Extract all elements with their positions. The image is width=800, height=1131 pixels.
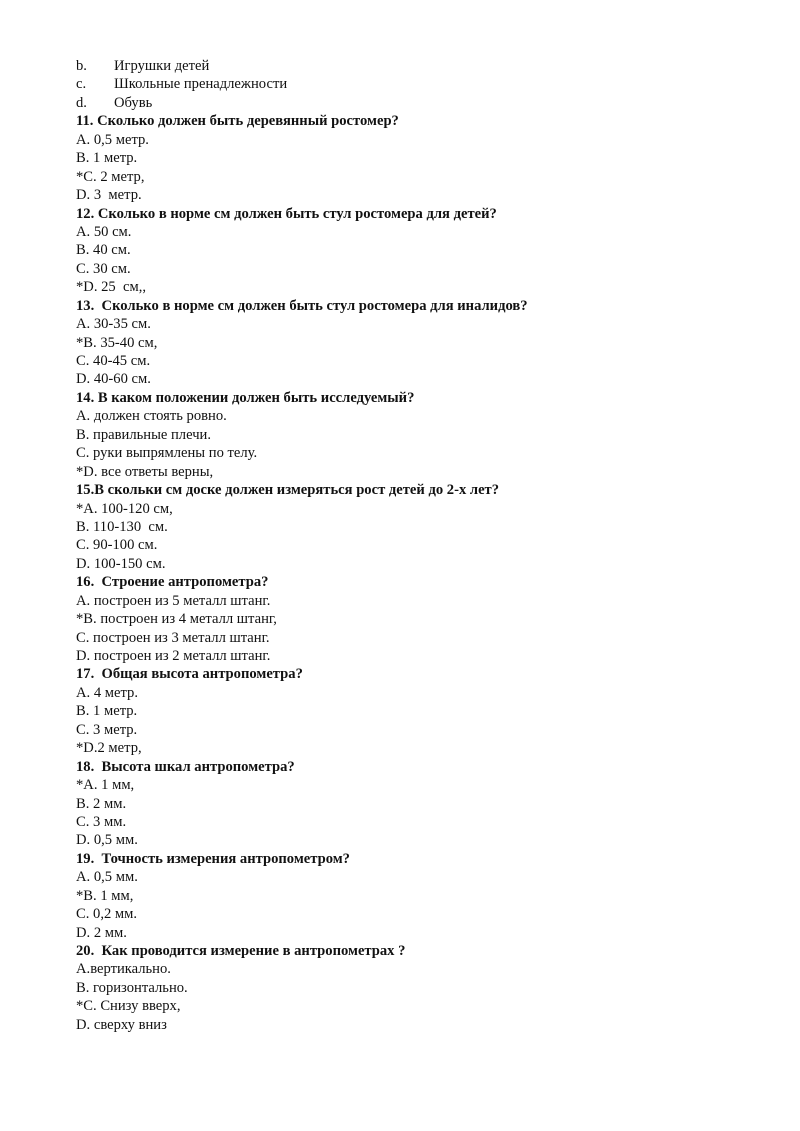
answer-option: C. 30 см. — [76, 260, 131, 277]
list-item — [76, 75, 756, 93]
list-item-text: Школьные пренадлежности — [114, 76, 288, 93]
answer-option: *A. 1 мм, — [76, 777, 135, 794]
answer-option: A.вертикально. — [76, 961, 171, 978]
list-item — [76, 57, 756, 75]
answer-option: C. 0,2 мм. — [76, 906, 138, 923]
answer-option: D. 100-150 см. — [76, 555, 166, 572]
answer-option: *B. 35-40 см, — [76, 334, 158, 351]
list-item-text: Обувь — [114, 94, 153, 111]
question-title: 14. В каком положении должен быть исследуемый? — [76, 389, 415, 406]
answer-option: A. 50 см. — [76, 223, 132, 240]
answer-option: C. 3 метр. — [76, 721, 138, 738]
answer-option: *D. 25 см,, — [76, 279, 147, 296]
question-block — [76, 850, 756, 942]
answer-option: A. построен из 5 металл штанг. — [76, 592, 271, 609]
answer-option: *D. все ответы верны, — [76, 463, 214, 480]
answer-option: *C. 2 метр, — [76, 168, 145, 185]
question-title: 16. Строение антропометра? — [76, 574, 269, 591]
answer-option: D. построен из 2 металл штанг. — [76, 648, 271, 664]
list-marker: b. — [76, 58, 87, 74]
answer-option: D. 40-60 см. — [76, 371, 151, 388]
question-title: 13. Сколько в норме см должен быть стул ростомера для иналидов? — [76, 297, 528, 314]
answer-option: *B. построен из 4 металл штанг, — [76, 611, 277, 628]
answer-option: C. руки выпрямлены по телу. — [76, 445, 258, 462]
question-title: 15.В скольки см доске должен измеряться рост детей до 2-х лет? — [76, 482, 500, 499]
answer-option: *C. Снизу вверх, — [76, 998, 181, 1015]
answer-option: *B. 1 мм, — [76, 887, 134, 904]
answer-option: B. 2 мм. — [76, 795, 127, 812]
question-title: 20. Как проводится измерение в антропометрах ? — [76, 943, 406, 959]
question-block — [76, 389, 756, 481]
question-title: 12. Сколько в норме см должен быть стул ростомера для детей? — [76, 205, 497, 222]
answer-option: D. 2 мм. — [76, 924, 127, 941]
question-title: 11. Сколько должен быть деревянный ростомер? — [76, 113, 399, 130]
answer-option: B. 1 метр. — [76, 703, 138, 720]
answer-option: B. 40 см. — [76, 242, 131, 259]
answer-option: B. правильные плечи. — [76, 426, 211, 443]
question-block — [76, 758, 756, 850]
answer-option: A. 30-35 см. — [76, 316, 151, 333]
answer-option: B. 1 метр. — [76, 150, 138, 167]
answer-option: *A. 100-120 см, — [76, 500, 173, 517]
list-marker: c. — [76, 76, 87, 93]
answer-option: A. 0,5 метр. — [76, 131, 149, 148]
answer-option: A. 0,5 мм. — [76, 869, 138, 886]
question-block — [76, 573, 756, 665]
answer-option: A. должен стоять ровно. — [76, 408, 227, 425]
document-page — [76, 57, 756, 1034]
question-block — [76, 297, 756, 389]
list-item-text: Игрушки детей — [114, 58, 210, 74]
answer-option: D. 3 метр. — [76, 187, 142, 204]
answer-option: B. горизонтально. — [76, 979, 188, 996]
question-title: 18. Высота шкал антропометра? — [76, 758, 295, 775]
answer-option: C. 40-45 см. — [76, 353, 151, 369]
answer-option: *D.2 метр, — [76, 740, 142, 757]
question-title: 17. Общая высота антропометра? — [76, 666, 303, 683]
answer-option: D. 0,5 мм. — [76, 832, 138, 849]
question-block — [76, 481, 756, 573]
list-marker: d. — [76, 94, 87, 111]
answer-option: C. построен из 3 металл штанг. — [76, 629, 270, 646]
answer-option: A. 4 метр. — [76, 684, 138, 701]
list-item — [76, 94, 756, 112]
question-block — [76, 942, 756, 1034]
answer-option: B. 110-130 см. — [76, 518, 168, 535]
question-block — [76, 112, 756, 204]
answer-option: D. сверху вниз — [76, 1016, 167, 1033]
question-block — [76, 665, 756, 757]
answer-option: C. 3 мм. — [76, 813, 127, 830]
answer-option: C. 90-100 см. — [76, 537, 158, 554]
question-title: 19. Точность измерения антропометром? — [76, 850, 350, 867]
question-block — [76, 205, 756, 297]
